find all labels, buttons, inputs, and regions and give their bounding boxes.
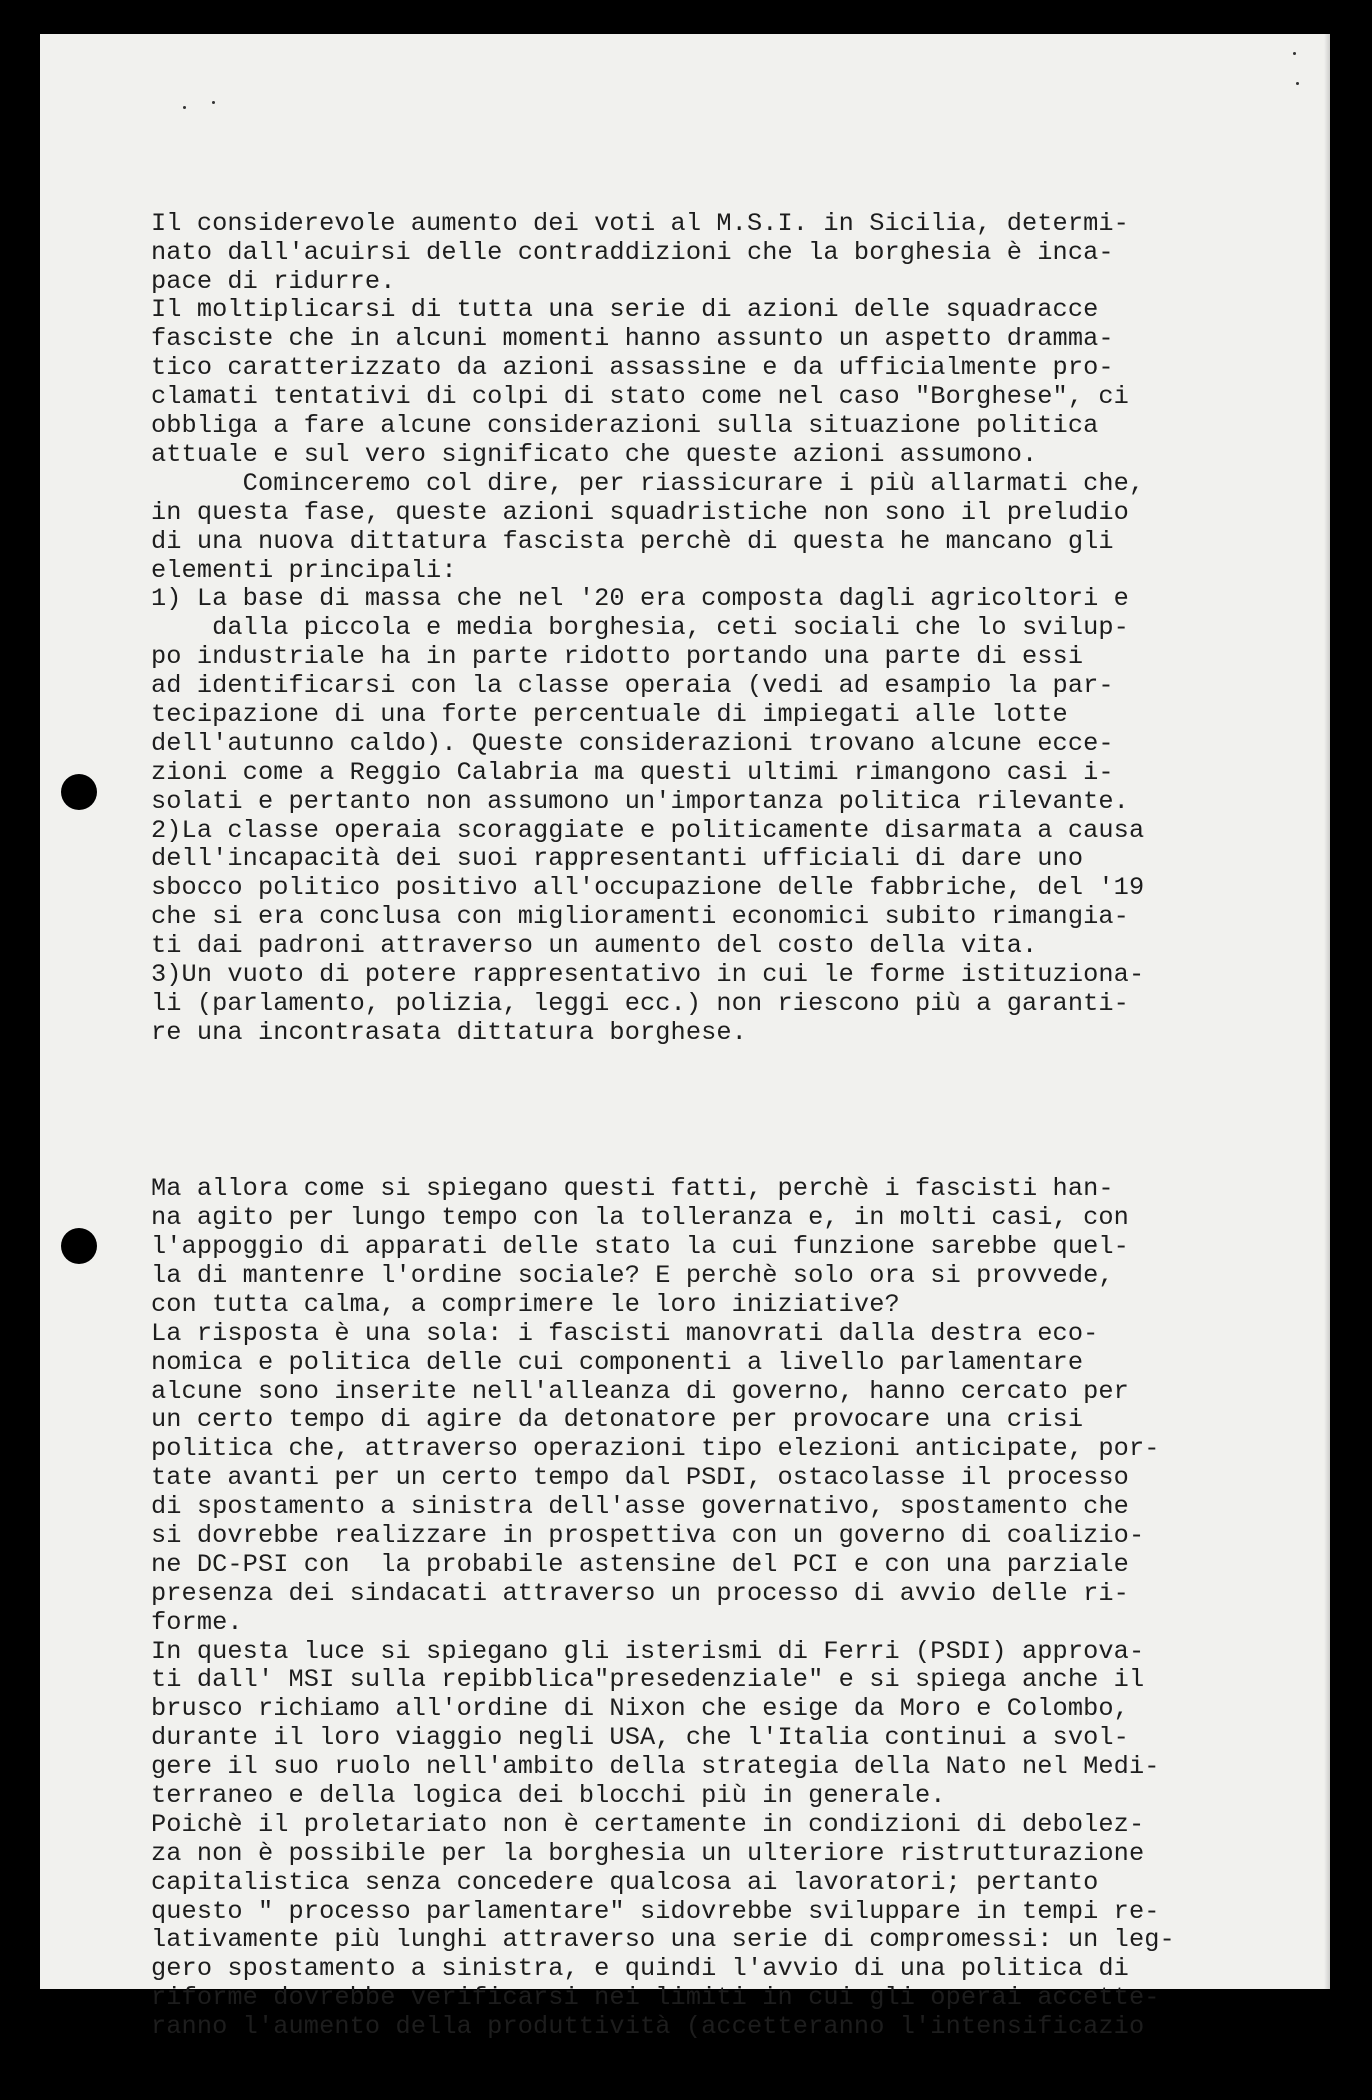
text-line: tate avanti per un certo tempo dal PSDI, ostacolasse il processo	[151, 1463, 1129, 1493]
text-line: na agito per lungo tempo con la tolleranza e, in molti casi, con	[151, 1203, 1129, 1233]
text-line: riforme dovrebbe verificarsi nei limiti in cui gli operai accette-	[151, 1983, 1160, 2013]
text-line: li (parlamento, polizia, leggi ecc.) non riescono più a garanti-	[151, 988, 1129, 1018]
text-line: di una nuova dittatura fascista perchè di questa he mancano gli	[151, 526, 1114, 556]
text-line: con tutta calma, a comprimere le loro iniziative?	[151, 1289, 900, 1319]
text-line: che si era conclusa con miglioramenti economici subito rimangia-	[151, 902, 1129, 932]
text-line: ad identificarsi con la classe operaia (vedi ad esampio la par-	[151, 671, 1114, 701]
text-line: un certo tempo di agire da detonatore per provocare una crisi	[151, 1405, 1084, 1435]
text-line: alcune sono inserite nell'alleanza di governo, hanno cercato per	[151, 1376, 1129, 1406]
text-line: l'appoggio di apparati delle stato la cui funzione sarebbe quel-	[151, 1232, 1129, 1262]
text-line: zioni come a Reggio Calabria ma questi ultimi rimangono casi i-	[151, 757, 1114, 787]
paragraph-1	[151, 210, 1196, 1048]
text-line: ne DC-PSI con la probabile astensine del PCI e con una parziale	[151, 1549, 1129, 1579]
text-line: la di mantenre l'ordine sociale? E perchè solo ora si provvede,	[151, 1260, 1114, 1290]
text-line: questo " processo parlamentare" sidovrebbe sviluppare in tempi re-	[151, 1896, 1160, 1926]
paragraph-2	[151, 1175, 1196, 2042]
text-line: dell'incapacità dei suoi rappresentanti ufficiali di dare uno	[151, 844, 1084, 874]
text-line: di spostamento a sinistra dell'asse governativo, spostamento che	[151, 1492, 1129, 1522]
paper-speck	[1296, 82, 1299, 85]
text-line: obbliga a fare alcune considerazioni sulla situazione politica	[151, 411, 1099, 441]
text-line: 1) La base di massa che nel '20 era composta dagli agricoltori e	[151, 584, 1129, 614]
text-line: tico caratterizzato da azioni assassine e da ufficialmente pro-	[151, 353, 1114, 383]
typewritten-page	[40, 34, 1330, 2042]
text-line: si dovrebbe realizzare in prospettiva con un governo di coalizio-	[151, 1520, 1145, 1550]
text-line: tecipazione di una forte percentuale di impiegati alle lotte	[151, 699, 1068, 729]
text-line: dalla piccola e media borghesia, ceti sociali che lo svilup-	[151, 613, 1129, 643]
text-line: La risposta è una sola: i fascisti manovrati dalla destra eco-	[151, 1318, 1099, 1348]
text-line: Il considerevole aumento dei voti al M.S.I. in Sicilia, determi-	[151, 208, 1129, 238]
text-line: gere il suo ruolo nell'ambito della strategia della Nato nel Medi-	[151, 1752, 1160, 1782]
text-line: za non è possibile per la borghesia un ulteriore ristrutturazione	[151, 1838, 1145, 1868]
text-line: Poichè il proletariato non è certamente in condizioni di debolez-	[151, 1809, 1145, 1839]
text-line: po industriale ha in parte ridotto portando una parte di essi	[151, 642, 1084, 672]
text-line: Il moltiplicarsi di tutta una serie di azioni delle squadracce	[151, 295, 1099, 325]
text-line: politica che, attraverso operazioni tipo elezioni anticipate, por-	[151, 1434, 1160, 1464]
text-line: terraneo e della logica dei blocchi più in generale.	[151, 1780, 946, 1810]
text-line: attuale e sul vero significato che queste azioni assumono.	[151, 439, 1038, 469]
text-line: sbocco politico positivo all'occupazione delle fabbriche, del '19	[151, 873, 1145, 903]
punch-hole-lower	[61, 1228, 97, 1264]
text-line: ti dall' MSI sulla repibblica"presedenziale" e si spiega anche il	[151, 1665, 1145, 1695]
paragraph-gap	[151, 1105, 1196, 1117]
text-line: re una incontrasata dittatura borghese.	[151, 1017, 747, 1047]
text-line: lativamente più lunghi attraverso una serie di compromessi: un leg-	[151, 1925, 1175, 1955]
text-line: durante il loro viaggio negli USA, che l'Italia continui a svol-	[151, 1723, 1129, 1753]
text-line: nomica e politica delle cui componenti a livello parlamentare	[151, 1347, 1084, 1377]
text-line: ranno l'aumento della produttività (accetteranno l'intensificazio	[151, 2012, 1145, 2042]
text-line: forme.	[151, 1607, 243, 1637]
document-body	[151, 152, 1196, 2100]
text-line: In questa luce si spiegano gli isterismi di Ferri (PSDI) approva-	[151, 1636, 1145, 1666]
text-line: Ma allora come si spiegano questi fatti, perchè i fascisti han-	[151, 1174, 1114, 1204]
text-line: ti dai padroni attraverso un aumento del costo della vita.	[151, 931, 1038, 961]
text-line: fasciste che in alcuni momenti hanno assunto un aspetto dramma-	[151, 324, 1114, 354]
text-line: Cominceremo col dire, per riassicurare i più allarmati che,	[151, 468, 1145, 498]
text-line: elementi principali:	[151, 555, 457, 585]
text-line: nato dall'acuirsi delle contraddizioni che la borghesia è inca-	[151, 237, 1114, 267]
page-edge-shadow	[1324, 34, 1330, 1989]
paper-speck	[183, 106, 186, 109]
text-line: presenza dei sindacati attraverso un processo di avvio delle ri-	[151, 1578, 1129, 1608]
text-line: 2)La classe operaia scoraggiate e politicamente disarmata a causa	[151, 815, 1145, 845]
punch-hole-upper	[61, 774, 97, 810]
text-line: 3)Un vuoto di potere rappresentativo in cui le forme istituziona-	[151, 959, 1145, 989]
text-line: gero spostamento a sinistra, e quindi l'avvio di una politica di	[151, 1954, 1129, 1984]
text-line: pace di ridurre.	[151, 266, 396, 296]
text-line: dell'autunno caldo). Queste considerazioni trovano alcune ecce-	[151, 728, 1114, 758]
text-line: solati e pertanto non assumono un'importanza politica rilevante.	[151, 786, 1129, 816]
text-line: clamati tentativi di colpi di stato come nel caso "Borghese", ci	[151, 382, 1129, 412]
text-line: capitalistica senza concedere qualcosa ai lavoratori; pertanto	[151, 1867, 1099, 1897]
paper-speck	[1293, 52, 1296, 55]
text-line: in questa fase, queste azioni squadristiche non sono il preludio	[151, 497, 1129, 527]
paper-speck	[212, 101, 215, 104]
text-line: brusco richiamo all'ordine di Nixon che esige da Moro e Colombo,	[151, 1694, 1129, 1724]
